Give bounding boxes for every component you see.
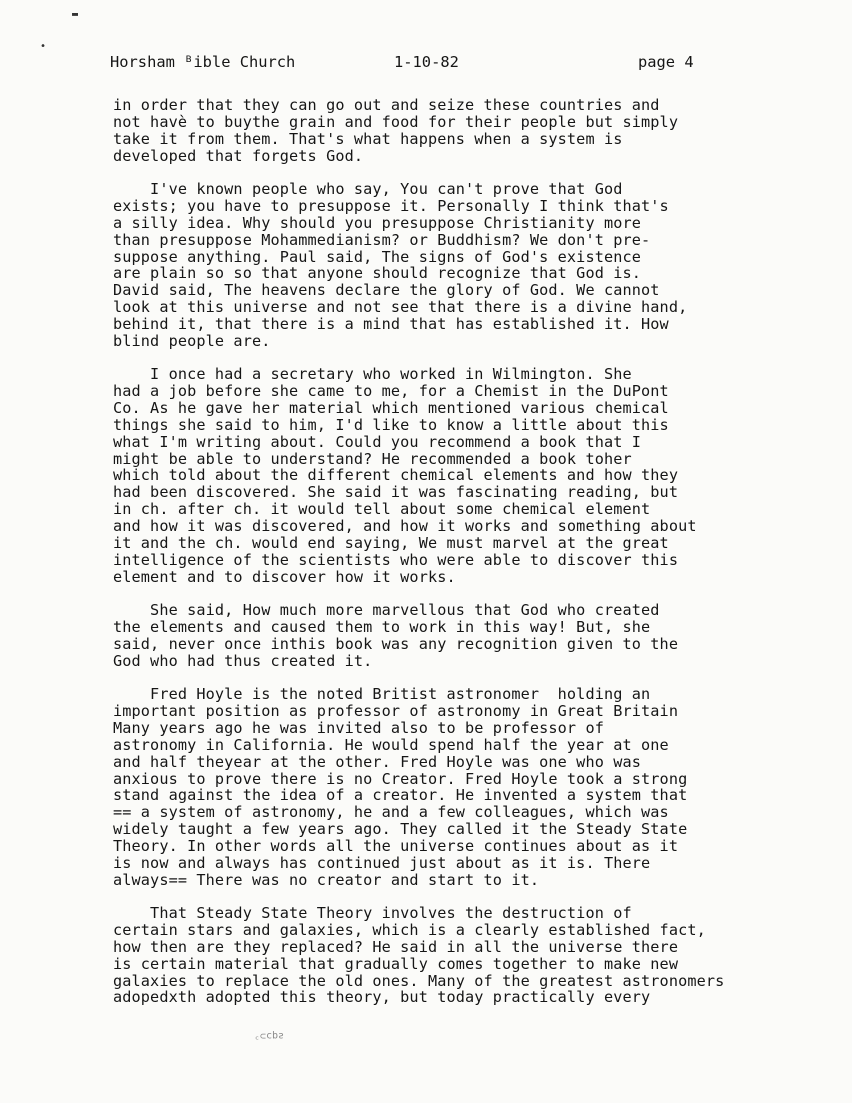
text-line: important position as professor of astronomy in Great Britain: [113, 702, 679, 721]
text-line: widely taught a few years ago. They called it the Steady State: [113, 820, 688, 839]
text-line: I once had a secretary who worked in Wilmington. She: [113, 365, 632, 384]
text-line: Co. As he gave her material which mentioned various chemical: [113, 399, 669, 418]
text-line: certain stars and galaxies, which is a clearly established fact,: [113, 921, 706, 940]
church-name: Horsham ᴮible Church: [110, 53, 296, 71]
text-line: intelligence of the scientists who were able to discover this: [113, 550, 679, 569]
text-line: in order that they can go out and seize these countries and: [113, 96, 660, 114]
text-line: not havè to buythe grain and food for their people but simply: [113, 112, 679, 131]
text-line: anxious to prove there is no Creator. Fred Hoyle took a strong: [113, 769, 688, 788]
text-line: She said, How much more marvellous that God who created: [113, 601, 660, 620]
text-line: are plain so so that anyone should recognize that God is.: [113, 264, 642, 283]
text-line: might be able to understand? He recommended a book toher: [113, 449, 632, 468]
text-line: is certain material that gradually comes together to make new: [113, 954, 679, 973]
text-line: That Steady State Theory involves the destruction of: [113, 904, 632, 923]
text-line: blind people are.: [113, 331, 271, 350]
text-line: take it from them. That's what happens when a system is: [113, 129, 623, 148]
text-line: exists; you have to presuppose it. Personally I think that's: [113, 197, 669, 216]
text-line: developed that forgets God.: [113, 146, 364, 165]
text-line: adopedxth adopted this theory, but today practically every: [113, 988, 651, 1007]
text-line: I've known people who say, You can't prove that God: [113, 180, 623, 199]
text-line: always== There was no creator and start to it.: [113, 870, 540, 889]
text-line: Theory. In other words all the universe continues about as it: [113, 836, 679, 855]
text-line: == a system of astronomy, he and a few colleagues, which was: [113, 803, 669, 822]
text-line: God who had thus created it.: [113, 651, 373, 670]
text-line: Fred Hoyle is the noted Britist astronomer holding an: [113, 685, 651, 704]
text-line: what I'm writing about. Could you recommend a book that I: [113, 432, 642, 451]
text-line: and half theyear at the other. Fred Hoyle was one who was: [113, 752, 642, 771]
paragraph: [113, 602, 813, 669]
text-line: which told about the different chemical elements and how they: [113, 466, 679, 485]
paragraph: [113, 181, 813, 349]
paragraph: [113, 97, 813, 164]
sermon-date: 1-10-82: [394, 53, 459, 71]
text-line: David said, The heavens declare the glory of God. We cannot: [113, 281, 660, 300]
text-line: Many years ago he was invited also to be professor of: [113, 719, 604, 738]
paragraph: [113, 905, 813, 1006]
text-line: is now and always has continued just about as it is. There: [113, 853, 651, 872]
text-line: how then are they replaced? He said in all the universe there: [113, 937, 679, 956]
paragraph: [113, 686, 813, 888]
stray-mark-top: ▬: [72, 9, 79, 20]
text-line: stand against the idea of a creator. He invented a system that: [113, 786, 688, 805]
text-line: and how it was discovered, and how it works and something about: [113, 517, 697, 535]
text-line: galaxies to replace the old ones. Many of the greatest astronomers: [113, 971, 725, 990]
paragraph: [113, 366, 813, 585]
text-line: had a job before she came to me, for a Chemist in the DuPont: [113, 382, 669, 401]
sermon-text: [113, 97, 813, 1023]
text-line: things she said to him, I'd like to know a little about this: [113, 415, 669, 434]
text-line: suppose anything. Paul said, The signs of God's existence: [113, 247, 642, 266]
text-line: than presuppose Mohammedianism? or Buddhism? We don't pre-: [113, 230, 651, 249]
text-line: had been discovered. She said it was fascinating reading, but: [113, 483, 679, 502]
text-line: said, never once inthis book was any recognition given to the: [113, 634, 679, 653]
text-line: behind it, that there is a mind that has established it. How: [113, 314, 669, 333]
text-line: look at this universe and not see that there is a divine hand,: [113, 298, 688, 317]
text-line: a silly idea. Why should you presuppose Christianity more: [113, 213, 642, 232]
text-line: astronomy in California. He would spend half the year at one: [113, 735, 669, 754]
text-line: in ch. after ch. it would tell about some chemical element: [113, 500, 651, 519]
page-number: page 4: [638, 53, 694, 71]
page-header: [110, 53, 750, 75]
text-line: the elements and caused them to work in this way! But, she: [113, 618, 651, 637]
text-line: element and to discover how it works.: [113, 567, 456, 586]
text-line: it and the ch. would end saying, We must marvel at the great: [113, 533, 669, 552]
footer-stamp: ƨqɔ⊃ᵓ: [254, 1030, 285, 1041]
stray-mark-left: •: [40, 41, 47, 52]
